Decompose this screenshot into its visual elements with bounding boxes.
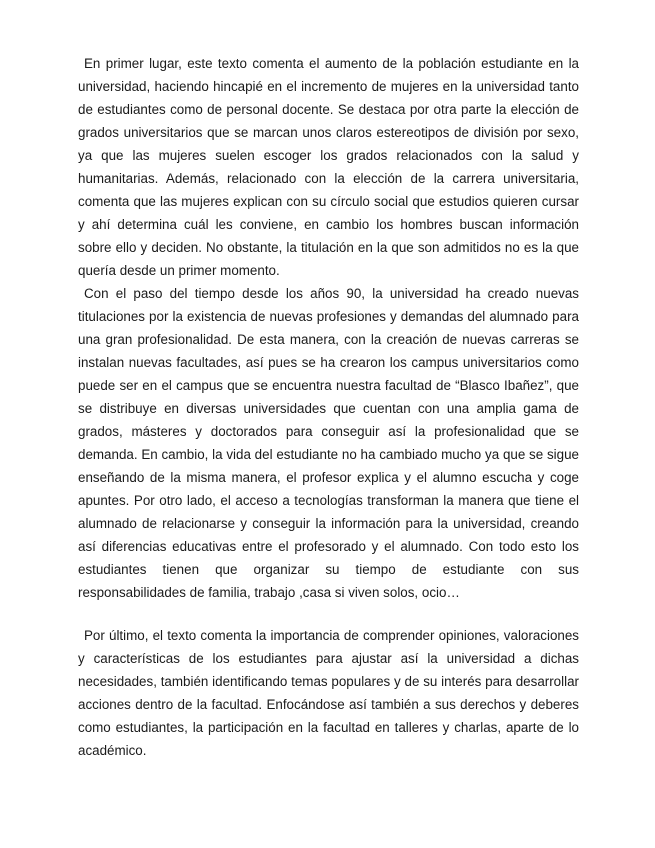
paragraph-spacer [78,604,579,624]
document-body [78,52,579,762]
paragraph-3: Por último, el texto comenta la importancia de comprender opiniones, valoraciones y características de los estudiantes para ajustar así la universidad a dichas necesidades, también identificando temas populares y de su interés para desarrollar acciones dentro de la facultad. Enfocándose así también a sus derechos y deberes como estudiantes, la participación en la facultad en talleres y charlas, aparte de lo académico. [78,628,579,758]
paragraph-1: En primer lugar, este texto comenta el aumento de la población estudiante en la universidad, haciendo hincapié en el incremento de mujeres en la universidad tanto de estudiantes como de personal docente. Se destaca por otra parte la elección de grados universitarios que se marcan unos claros estereotipos de división por sexo, ya que las mujeres suelen escoger los grados relacionados con la salud y humanitarias. Además, relacionado con la elección de la carrera universitaria, comenta que las mujeres explican con su círculo social que estudios quieren cursar y ahí determina cuál les conviene, en cambio los hombres buscan información sobre ello y deciden. No obstante, la titulación en la que son admitidos no es la que quería desde un primer momento. [78,56,579,278]
paragraph-2: Con el paso del tiempo desde los años 90, la universidad ha creado nuevas titulaciones por la existencia de nuevas profesiones y demandas del alumnado para una gran profesionalidad. De esta manera, con la creación de nuevas carreras se instalan nuevas facultades, así pues se ha crearon los campus universitarios como puede ser en el campus que se encuentra nuestra facultad de “Blasco Ibañez”, que se distribuye en diversas universidades que cuentan con una amplia gama de grados, másteres y doctorados para conseguir así la profesionalidad que se demanda. En cambio, la vida del estudiante no ha cambiado mucho ya que se sigue enseñando de la misma manera, el profesor explica y el alumno escucha y coge apuntes. Por otro lado, el acceso a tecnologías transforman la manera que tiene el alumnado de relacionarse y conseguir la información para la universidad, creando así diferencias educativas entre el profesorado y el alumnado. Con todo esto los estudiantes tienen que organizar su tiempo de estudiante con sus responsabilidades de familia, trabajo ,casa si viven solos, ocio… [78,286,579,600]
